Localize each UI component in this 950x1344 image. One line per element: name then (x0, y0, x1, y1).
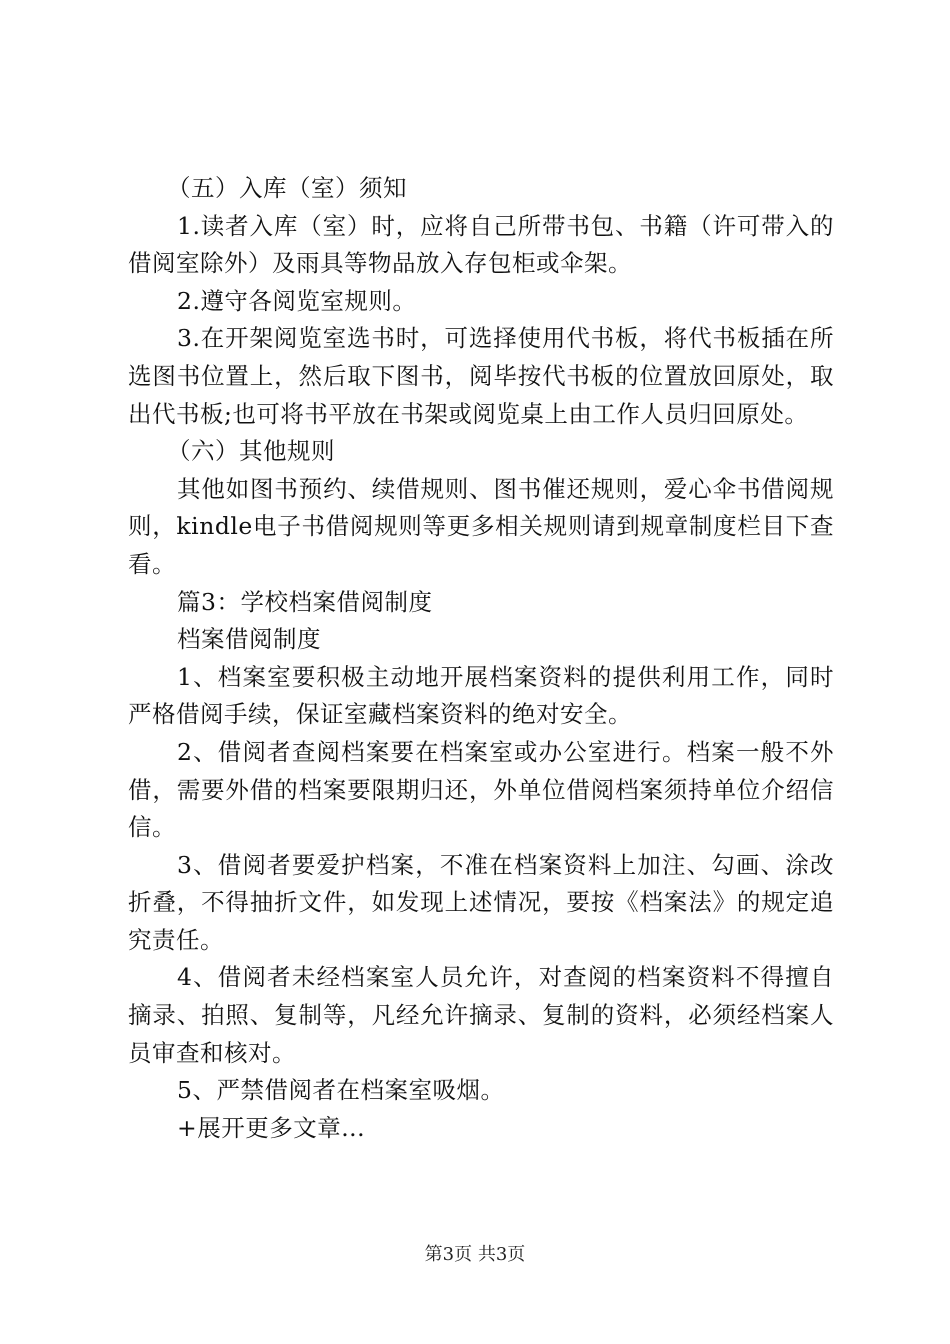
rule-paragraph: 4、借阅者未经档案室人员允许，对查阅的档案资料不得擅自摘录、拍照、复制等，凡经允许摘录、复制的资料，必须经档案人员审查和核对。 (128, 963, 834, 1067)
rule-paragraph: 其他如图书预约、续借规则、图书催还规则，爱心伞书借阅规则，kindle电子书借阅规则等更多相关规则请到规章制度栏目下查看。 (128, 474, 834, 578)
rule-paragraph: 5、严禁借阅者在档案室吸烟。 (177, 1076, 505, 1105)
rule-paragraph: 2、借阅者查阅档案要在档案室或办公室进行。档案一般不外借，需要外借的档案要限期归还，外单位借阅档案须持单位介绍信信。 (128, 737, 834, 842)
section-heading-6: （六）其他规则 (167, 437, 335, 466)
document-body (128, 170, 834, 1147)
article-subtitle: 档案借阅制度 (177, 625, 321, 654)
rule-paragraph: 1、档案室要积极主动地开展档案资料的提供利用工作，同时严格借阅手续，保证室藏档案资料的绝对安全。 (128, 662, 834, 729)
rule-paragraph: 3、借阅者要爱护档案，不准在档案资料上加注、勾画、涂改折叠，不得抽折文件，如发现上述情况，要按《档案法》的规定追究责任。 (128, 850, 834, 954)
rule-paragraph: 3.在开架阅览室选书时，可选择使用代书板，将代书板插在所选图书位置上，然后取下图书，阅毕按代书板的位置放回原处，取出代书板;也可将书平放在书架或阅览桌上由工作人员归回原处。 (128, 324, 834, 428)
rule-paragraph: 2.遵守各阅览室规则。 (177, 286, 417, 315)
article-title: 篇3：学校档案借阅制度 (177, 587, 433, 616)
page-number-footer: 第3页 共3页 (424, 1244, 526, 1265)
section-heading-5: （五）入库（室）须知 (167, 174, 407, 202)
expand-more-link[interactable]: +展开更多文章... (177, 1113, 366, 1142)
rule-paragraph: 1.读者入库（室）时，应将自己所带书包、书籍（许可带入的借阅室除外）及雨具等物品放入存包柜或伞架。 (128, 211, 834, 278)
